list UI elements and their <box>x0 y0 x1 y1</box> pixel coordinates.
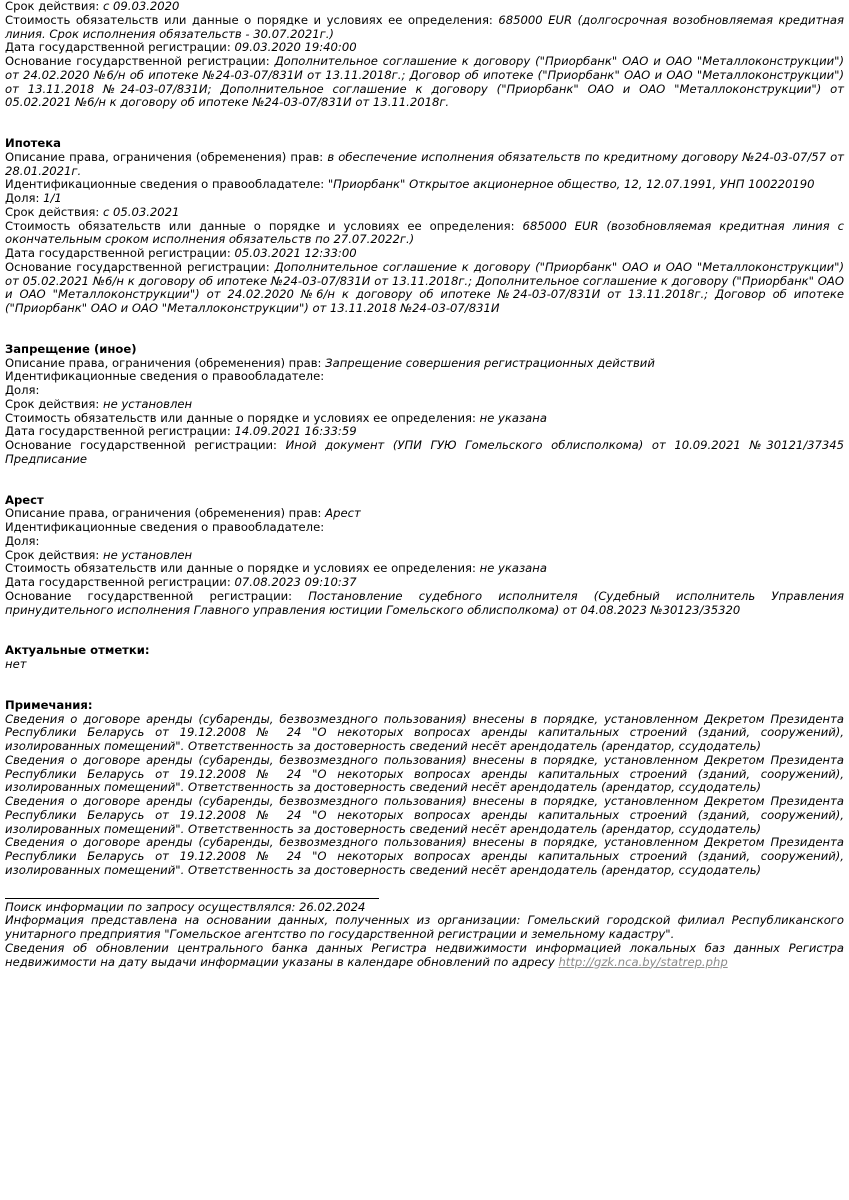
reg-basis-row: Основание государственной регистрации: Дополнительное соглашение к договору ("Приорбанк" ОАО и ОАО "Металлоконструкции") от 05.02.2021 №6/н к договору об ипотеке №24-03-07/831И от 13.11.2018г.; Дополнительное соглашение к договору ("Приорбанк" ОАО и ОАО "Металлоконструкции") от 24.02.2020 №6/н к договору об ипотеке №24-03-07/831И от 13.11.2018г.; Договор об ипотеке ("Приорбанк" ОАО и ОАО "Металлоконструкции") от 13.11.2018 №24-03-07/831И <box>5 259 844 315</box>
term-row: Срок действия: с 05.03.2021 <box>5 204 180 219</box>
cost-row: Стоимость обязательств или данные о порядке и условиях ее определения: не указана <box>5 561 547 576</box>
reg-basis-row: Основание государственной регистрации: Иной документ (УПИ ГУЮ Гомельского облисполкома) от 10.09.2021 №30121/37345 Предписание <box>5 438 844 466</box>
note-item: Сведения о договоре аренды (субаренды, безвозмездного пользования) внесены в порядке, установленном Декретом Президента Республики Беларусь от 19.12.2008 № 24 "О некоторых вопросах аренды капитальных строений (зданий, сооружений), изолированных помещений". Ответственность за достоверность сведений несёт арендодатель (арендатор, ссудодатель) <box>5 752 844 795</box>
reg-date-row: Дата государственной регистрации: 07.08.2023 09:10:37 <box>5 575 357 589</box>
share-row: Доля: 1/1 <box>5 191 62 205</box>
source-info: Информация представлена на основании данных, полученных из организации: Гомельский городской филиал Республиканского унитарного предприятия "Гомельское агентство по государственной регистрации и земельному кадастру". <box>5 913 844 941</box>
share-row: Доля: <box>5 383 40 397</box>
marks-value: нет <box>5 657 27 671</box>
encumbrance-mortgage-1 <box>5 0 844 110</box>
reg-basis-row: Основание государственной регистрации: Дополнительное соглашение к договору ("Приорбанк" ОАО и ОАО "Металлоконструкции") от 24.02.2020 №6/н об ипотеке №24-03-07/831И от 13.11.2018г.; Договор об ипотеке ("Приорбанк" ОАО и ОАО "Металлоконструкции") от 13.11.2018 №24-03-07/831И; Дополнительное соглашение к договору ("Приорбанк" ОАО и ОАО "Металлоконструкции") от 05.02.2021 №6/н к договору об ипотеке №24-03-07/831И от 13.11.2018г. <box>5 54 844 110</box>
note-item: Сведения о договоре аренды (субаренды, безвозмездного пользования) внесены в порядке, установленном Декретом Президента Республики Беларусь от 19.12.2008 № 24 "О некоторых вопросах аренды капитальных строений (зданий, сооружений), изолированных помещений". Ответственность за достоверность сведений несёт арендодатель (арендатор, ссудодатель) <box>5 835 844 877</box>
term-row: Срок действия: не установлен <box>5 396 193 411</box>
footer <box>5 901 844 970</box>
search-date: Поиск информации по запросу осуществлялся: 26.02.2024 <box>5 899 366 914</box>
update-info: Сведения об обновлении центрального банка данных Регистра недвижимости информацией локальных баз данных Регистра недвижимости на дату выдачи информации указаны в календаре обновлений по адресу http://gzk.nca.by/statrep.php <box>5 940 844 969</box>
holder-row: Идентификационные сведения о правообладателе: <box>5 520 325 534</box>
footer-divider <box>5 898 379 899</box>
actual-marks <box>5 644 844 672</box>
reg-basis-row: Основание государственной регистрации: Постановление судебного исполнителя (Судебный исполнитель Управления принудительного исполнения Главного управления юстиции Гомельского облисполкома) от 04.08.2023 №30123/35320 <box>5 588 844 617</box>
cost-row: Стоимость обязательств или данные о порядке и условиях ее определения: не указана <box>5 410 547 425</box>
note-item: Сведения о договоре аренды (субаренды, безвозмездного пользования) внесены в порядке, установленном Декретом Президента Республики Беларусь от 19.12.2008 № 24 "О некоторых вопросах аренды капитальных строений (зданий, сооружений), изолированных помещений". Ответственность за достоверность сведений несёт арендодатель (арендатор, ссудодатель) <box>5 794 844 836</box>
encumbrance-mortgage-2 <box>5 137 844 316</box>
section-title: Актуальные отметки: <box>5 643 150 658</box>
encumbrance-prohibition <box>5 343 844 467</box>
term-row: Срок действия: с 09.03.2020 <box>5 0 180 13</box>
holder-row: Идентификационные сведения о правообладателе: "Приорбанк" Открытое акционерное общество, 12, 12.07.1991, УНП 100220190 <box>5 177 815 192</box>
section-title: Примечания: <box>5 697 93 712</box>
section-title: Арест <box>5 492 44 507</box>
encumbrance-arrest <box>5 494 844 618</box>
cost-row: Стоимость обязательств или данные о порядке и условиях ее определения: 685000 EUR (долгосрочная возобновляемая кредитная линия. Срок исполнения обязательств - 30.07.2021г.) <box>5 12 844 41</box>
note-item: Сведения о договоре аренды (субаренды, безвозмездного пользования) внесены в порядке, установленном Декретом Президента Республики Беларусь от 19.12.2008 № 24 "О некоторых вопросах аренды капитальных строений (зданий, сооружений), изолированных помещений". Ответственность за достоверность сведений несёт арендодатель (арендатор, ссудодатель) <box>5 711 844 753</box>
share-row: Доля: <box>5 533 40 548</box>
term-row: Срок действия: не установлен <box>5 547 193 562</box>
reg-date-row: Дата государственной регистрации: 05.03.2021 12:33:00 <box>5 246 357 260</box>
holder-row: Идентификационные сведения о правообладателе: <box>5 369 325 384</box>
desc-row: Описание права, ограничения (обременения) прав: Запрещение совершения регистрационных действий <box>5 355 655 370</box>
notes <box>5 699 844 878</box>
reg-date-row: Дата государственной регистрации: 14.09.2021 16:33:59 <box>5 424 357 439</box>
section-title: Ипотека <box>5 136 61 150</box>
desc-row: Описание права, ограничения (обременения) прав: в обеспечение исполнения обязательств по кредитному договору №24-03-07/57 от 28.01.2021г. <box>5 149 844 178</box>
statrep-link[interactable]: http://gzk.nca.by/statrep.php <box>558 954 728 969</box>
desc-row: Описание права, ограничения (обременения) прав: Арест <box>5 506 361 521</box>
section-title: Запрещение (иное) <box>5 341 137 356</box>
reg-date-row: Дата государственной регистрации: 09.03.2020 19:40:00 <box>5 40 357 55</box>
cost-row: Стоимость обязательств или данные о порядке и условиях ее определения: 685000 EUR (возобновляемая кредитная линия с окончательным сроком исполнения обязательств по 27.07.2022г.) <box>5 218 844 247</box>
